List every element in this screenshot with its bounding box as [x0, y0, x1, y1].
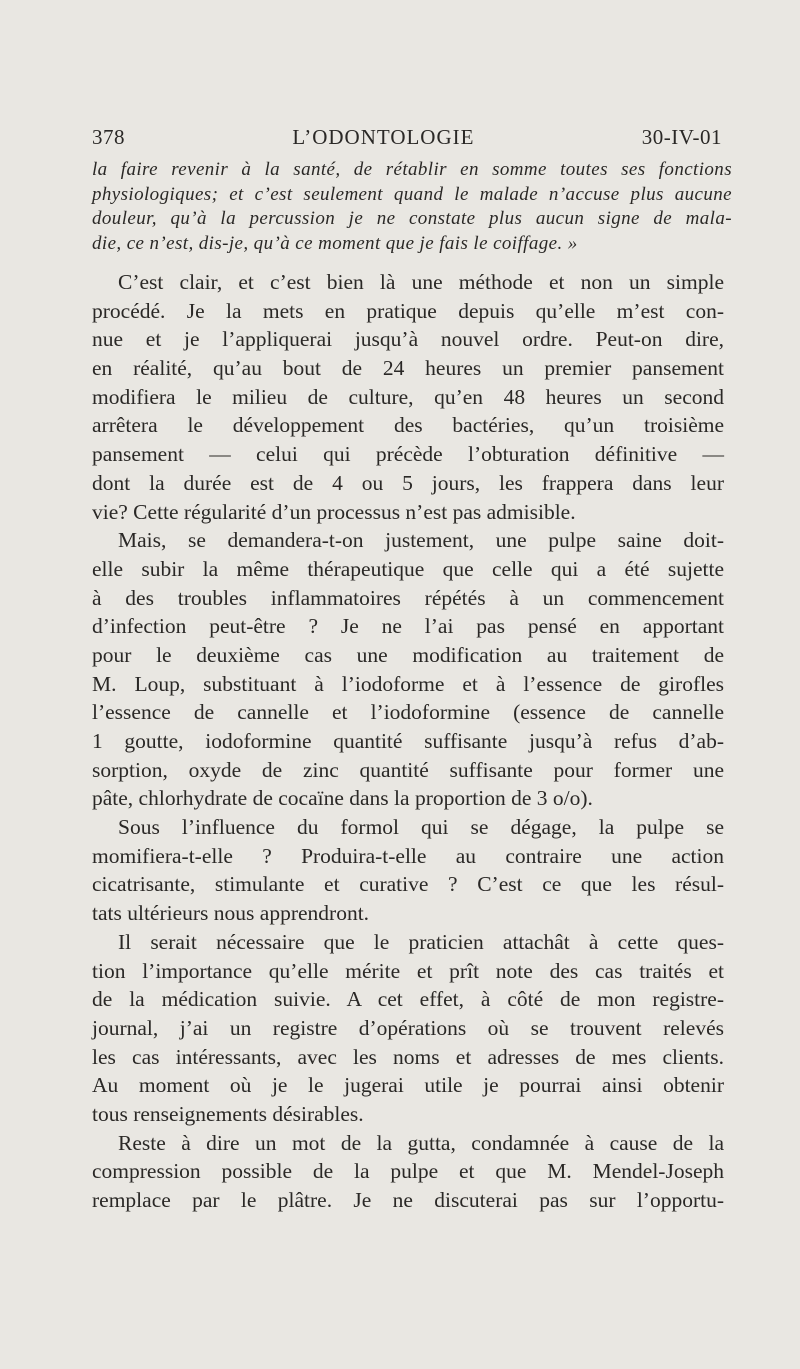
text-line: 1 goutte, iodoformine quantité suffisante jusqu’à refus d’ab- [92, 729, 724, 753]
text-line: momifiera-t-elle ? Produira-t-elle au contraire une action [92, 843, 724, 868]
text-line: pour le deuxième cas une modification au traitement de [92, 642, 724, 667]
quote-line: die, ce n’est, dis-je, qu’à ce moment que je fais le coiffage. » [92, 232, 578, 254]
text-line: arrêtera le développement des bactéries, qu’un troisième [92, 413, 724, 438]
text-line: Au moment où je le jugerai utile je pourrai ainsi obtenir [92, 1073, 724, 1098]
text-line: vie? Cette régularité d’un processus n’est pas admisible. [92, 499, 576, 524]
quoted-passage [92, 158, 732, 256]
body-text [92, 268, 724, 1215]
text-line: M. Loup, substituant à l’iodoforme et à l’essence de girofles [92, 671, 724, 696]
text-line: Sous l’influence du formol qui se dégage, la pulpe se [118, 815, 724, 840]
text-line: journal, j’ai un registre d’opérations où se trouvent relevés [92, 1015, 724, 1040]
text-line: pâte, chlorhydrate de cocaïne dans la proportion de 3 o/o). [92, 786, 593, 811]
text-line: pansement — celui qui précède l’obturation définitive — [92, 442, 724, 467]
text-line: C’est clair, et c’est bien là une méthode et non un simple [118, 270, 724, 294]
page-header [92, 125, 722, 150]
text-line: tion l’importance qu’elle mérite et prît note des cas traités et [92, 958, 724, 983]
quote-line: physiologiques; et c’est seulement quand le malade n’accuse plus aucune [92, 183, 732, 205]
text-line: l’essence de cannelle et l’iodoformine (essence de cannelle [92, 700, 724, 725]
text-line: elle subir la même thérapeutique que celle qui a été sujette [92, 556, 724, 581]
text-line: sorption, oxyde de zinc quantité suffisante pour former une [92, 757, 724, 782]
text-line: remplace par le plâtre. Je ne discuterai pas sur l’opportu- [92, 1188, 724, 1212]
text-line: Mais, se demandera-t-on justement, une pulpe saine doit- [118, 528, 724, 553]
running-title: L’ODONTOLOGIE [292, 125, 475, 149]
text-line: tats ultérieurs nous apprendront. [92, 901, 370, 926]
text-line: à des troubles inflammatoires répétés à un commencement [92, 585, 724, 610]
quote-line: douleur, qu’à la percussion je ne constate plus aucun signe de mala- [92, 208, 732, 229]
text-line: d’infection peut-être ? Je ne l’ai pas pensé en apportant [92, 614, 724, 639]
text-line: tous renseignements désirables. [92, 1101, 364, 1126]
text-line: cicatrisante, stimulante et curative ? C’est ce que les résul- [92, 872, 724, 897]
text-line: Reste à dire un mot de la gutta, condamnée à cause de la [118, 1130, 724, 1155]
quote-line: la faire revenir à la santé, de rétablir en somme toutes ses fonctions [92, 159, 732, 180]
text-line: nue et je l’appliquerai jusqu’à nouvel ordre. Peut-on dire, [92, 327, 724, 352]
text-line: les cas intéressants, avec les noms et adresses de mes clients. [92, 1044, 724, 1069]
text-line: modifiera le milieu de culture, qu’en 48 heures un second [92, 384, 724, 409]
page-number: 378 [92, 125, 125, 149]
text-line: compression possible de la pulpe et que M. Mendel-Joseph [92, 1159, 724, 1184]
text-line: en réalité, qu’au bout de 24 heures un premier pansement [92, 356, 724, 381]
issue-date: 30-IV-01 [641, 125, 722, 149]
text-line: de la médication suivie. A cet effet, à côté de mon registre- [92, 987, 724, 1012]
text-line: Il serait nécessaire que le praticien attachât à cette ques- [118, 929, 724, 954]
text-line: dont la durée est de 4 ou 5 jours, les frappera dans leur [92, 470, 724, 495]
text-line: procédé. Je la mets en pratique depuis qu’elle m’est con- [92, 298, 724, 323]
